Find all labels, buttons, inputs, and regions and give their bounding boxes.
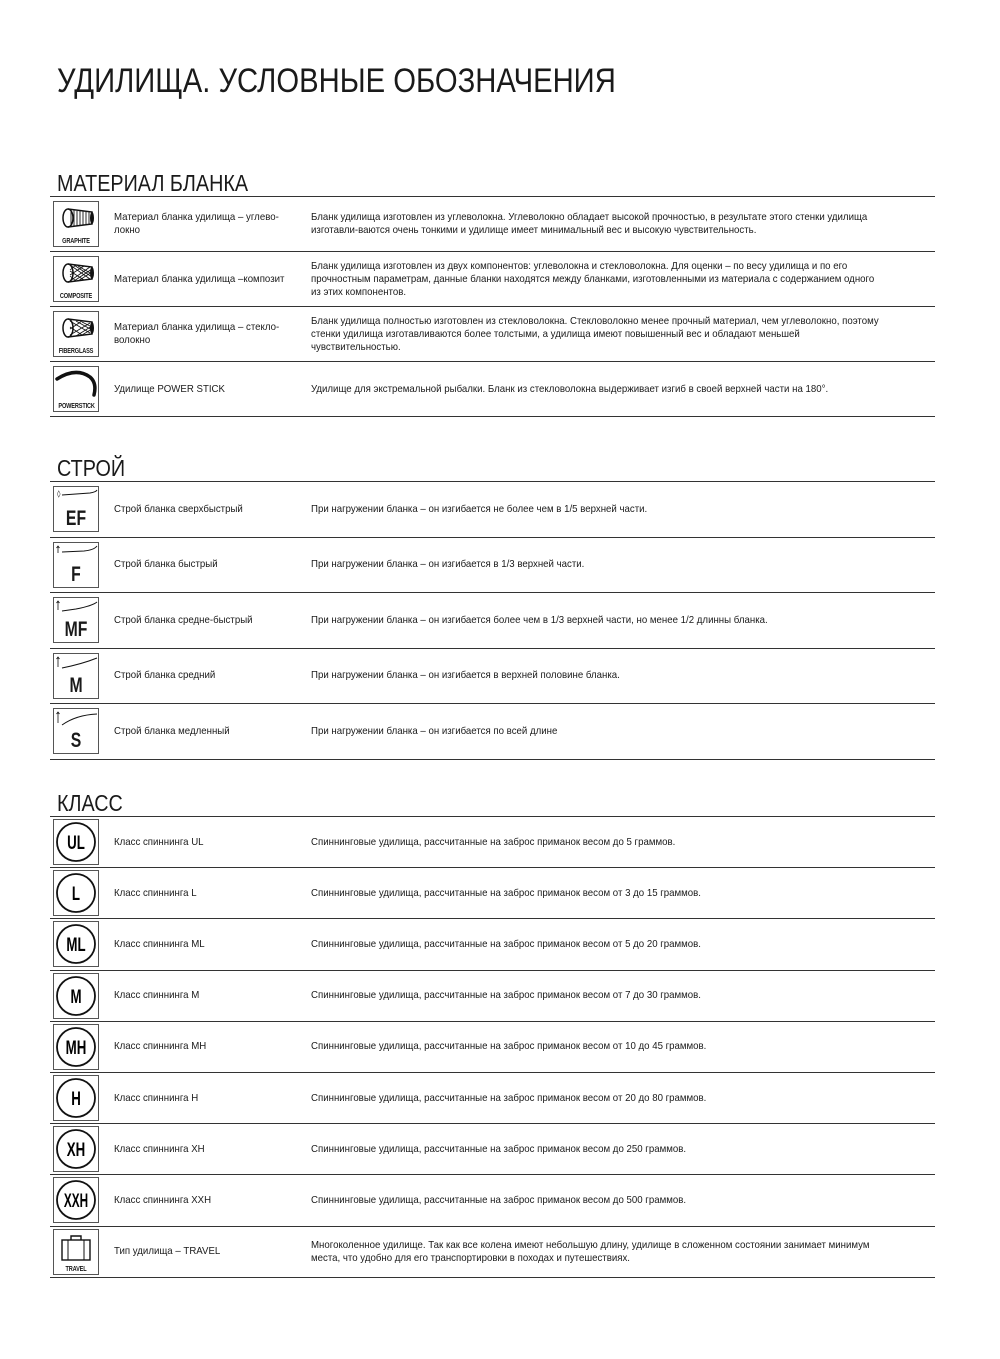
material-desc: Бланк удилища полностью изготовлен из стекловолокна. Стекловолокно менее прочный материал, чем углеволокно, поэтому стенки удилища изготавливаются более толстыми, а удилища имеют повышенный вес и обладают меньшей чувствительностью. [311, 314, 879, 353]
class-code: UL [67, 832, 85, 854]
klass-desc: Спиннинговые удилища, рассчитанные на заброс приманок весом до 5 граммов. [311, 835, 676, 848]
klass-label: Класс спиннинга L [114, 886, 197, 899]
class-h-icon [53, 1075, 99, 1121]
stroy-row-f [50, 538, 935, 594]
klass-desc: Спиннинговые удилища, рассчитанные на заброс приманок весом от 7 до 30 граммов. [311, 989, 702, 1002]
stroy-rows [50, 481, 935, 760]
class-code: MH [65, 1037, 87, 1059]
klass-label: Класс спиннинга H [114, 1091, 199, 1104]
class-code: M [70, 986, 82, 1008]
composite-icon [53, 256, 99, 302]
klass-rows [50, 816, 935, 1278]
material-desc: Бланк удилища изготовлен из двух компонентов: углеволокна и стекловолокна. Для оценки – по весу удилища и по его прочностным параметрам, данные бланки находятся между бланками, изготовленными из материала с содержанием одного из этих компонентов. [311, 259, 875, 298]
klass-row [50, 1073, 935, 1124]
klass-row-travel [50, 1227, 935, 1278]
section-klass [50, 790, 935, 1278]
stroy-label: Строй бланка быстрый [114, 558, 218, 571]
class-code: XXH [63, 1191, 89, 1213]
class-ml-icon [53, 921, 99, 967]
class-mh-icon [53, 1024, 99, 1070]
klass-label: Класс спиннинга UL [114, 835, 204, 848]
klass-row [50, 1175, 935, 1226]
material-desc: Удилище для экстремальной рыбалки. Бланк из стекловолокна выдерживает изгиб в своей верхней части на 180°. [311, 382, 829, 395]
class-code: ML [66, 935, 86, 957]
class-xxh-icon [53, 1177, 99, 1223]
stroy-row-ef [50, 482, 935, 538]
material-rows [50, 196, 935, 417]
stroy-label: Строй бланка медленный [114, 724, 230, 737]
klass-desc: Спиннинговые удилища, рассчитанные на заброс приманок весом до 500 граммов. [311, 1193, 687, 1206]
action-fast-icon [53, 542, 99, 588]
stroy-desc: При нагружении бланка – он изгибается в 1/3 верхней части. [311, 558, 585, 571]
klass-desc: Многоколенное удилище. Так как все колена имеют небольшую длину, удилище в сложенном состоянии занимает минимум места, что удобно для его транспортировки в походах и путешествиях. [311, 1238, 870, 1264]
klass-row [50, 919, 935, 970]
klass-label: Класс спиннинга MH [114, 1040, 207, 1053]
section-title-material: МАТЕРИАЛ БЛАНКА [57, 170, 249, 196]
icon-caption-travel: TRAVEL [65, 1265, 87, 1273]
material-desc: Бланк удилища изготовлен из углеволокна. Углеволокно обладает высокой прочностью, в результате этого стенки удилища изготавли-ваются очень тонкими и удилище имеет минимальный вес и высокую чувствительность. [311, 211, 868, 236]
klass-row [50, 971, 935, 1022]
klass-desc: Спиннинговые удилища, рассчитанные на заброс приманок весом от 10 до 45 граммов. [311, 1040, 707, 1053]
klass-label: Класс спиннинга XH [114, 1142, 205, 1155]
icon-caption-graphite: GRAPHITE [62, 238, 90, 245]
class-m-icon [53, 973, 99, 1019]
klass-row [50, 817, 935, 868]
material-row-composite [50, 252, 935, 307]
material-label: Материал бланка удилища –композит [114, 272, 285, 285]
icon-caption-fiberglass: FIBERGLASS [58, 348, 94, 355]
stroy-row-m [50, 649, 935, 705]
page-title: УДИЛИЩА. УСЛОВНЫЕ ОБОЗНАЧЕНИЯ [57, 62, 616, 100]
stroy-code: F [71, 562, 81, 586]
material-row-powerstick [50, 362, 935, 417]
graphite-icon [53, 201, 99, 247]
klass-label: Класс спиннинга ML [114, 937, 205, 950]
travel-icon [53, 1229, 99, 1275]
class-ul-icon [53, 819, 99, 865]
klass-row [50, 1022, 935, 1073]
klass-label: Тип удилища – TRAVEL [114, 1245, 221, 1258]
action-moderate-fast-icon [53, 597, 99, 643]
klass-desc: Спиннинговые удилища, рассчитанные на заброс приманок весом от 5 до 20 граммов. [311, 937, 702, 950]
stroy-desc: При нагружении бланка – он изгибается по всей длине [311, 724, 558, 737]
klass-desc: Спиннинговые удилища, рассчитанные на заброс приманок весом от 3 до 15 граммов. [311, 886, 702, 899]
section-title-stroy: СТРОЙ [57, 455, 126, 481]
action-slow-icon [53, 708, 99, 754]
klass-label: Класс спиннинга M [114, 989, 200, 1002]
klass-desc: Спиннинговые удилища, рассчитанные на заброс приманок весом от 20 до 80 граммов. [311, 1091, 707, 1104]
klass-row [50, 868, 935, 919]
material-label: Материал бланка удилища – углево-локно [114, 211, 279, 236]
material-label: Материал бланка удилища – стекло-волокно [114, 321, 280, 346]
class-xh-icon [53, 1126, 99, 1172]
material-row-fiberglass [50, 307, 935, 362]
stroy-row-mf [50, 593, 935, 649]
fiberglass-icon [53, 311, 99, 357]
stroy-desc: При нагружении бланка – он изгибается в верхней половине бланка. [311, 669, 620, 682]
class-l-icon [53, 870, 99, 916]
class-code: H [71, 1088, 81, 1110]
klass-desc: Спиннинговые удилища, рассчитанные на заброс приманок весом до 250 граммов. [311, 1142, 687, 1155]
material-row-graphite [50, 197, 935, 252]
action-extra-fast-icon [53, 486, 99, 532]
stroy-code: EF [65, 507, 87, 531]
stroy-code: M [69, 673, 83, 697]
section-title-klass: КЛАСС [57, 790, 123, 816]
icon-caption-composite: COMPOSITE [59, 293, 93, 300]
stroy-label: Строй бланка средний [114, 669, 216, 682]
material-label: Удилище POWER STICK [114, 382, 225, 395]
stroy-code: S [70, 729, 82, 753]
stroy-desc: При нагружении бланка – он изгибается не более чем в 1/5 верхней части. [311, 502, 648, 515]
action-moderate-icon [53, 653, 99, 699]
powerstick-icon [53, 366, 99, 412]
stroy-row-s [50, 704, 935, 760]
stroy-desc: При нагружении бланка – он изгибается более чем в 1/3 верхней части, но менее 1/2 длинны бланка. [311, 613, 768, 626]
class-code: XH [66, 1139, 86, 1161]
section-material [50, 170, 935, 417]
svg-text:◊: ◊ [57, 490, 61, 499]
class-code: L [71, 884, 81, 905]
klass-label: Класс спиннинга XXH [114, 1193, 212, 1206]
section-stroy [50, 455, 935, 760]
klass-row [50, 1124, 935, 1175]
icon-caption-powerstick: POWERSTICK [58, 403, 95, 410]
stroy-code: MF [64, 618, 88, 642]
stroy-label: Строй бланка средне-быстрый [114, 613, 253, 626]
stroy-label: Строй бланка сверхбыстрый [114, 502, 243, 515]
